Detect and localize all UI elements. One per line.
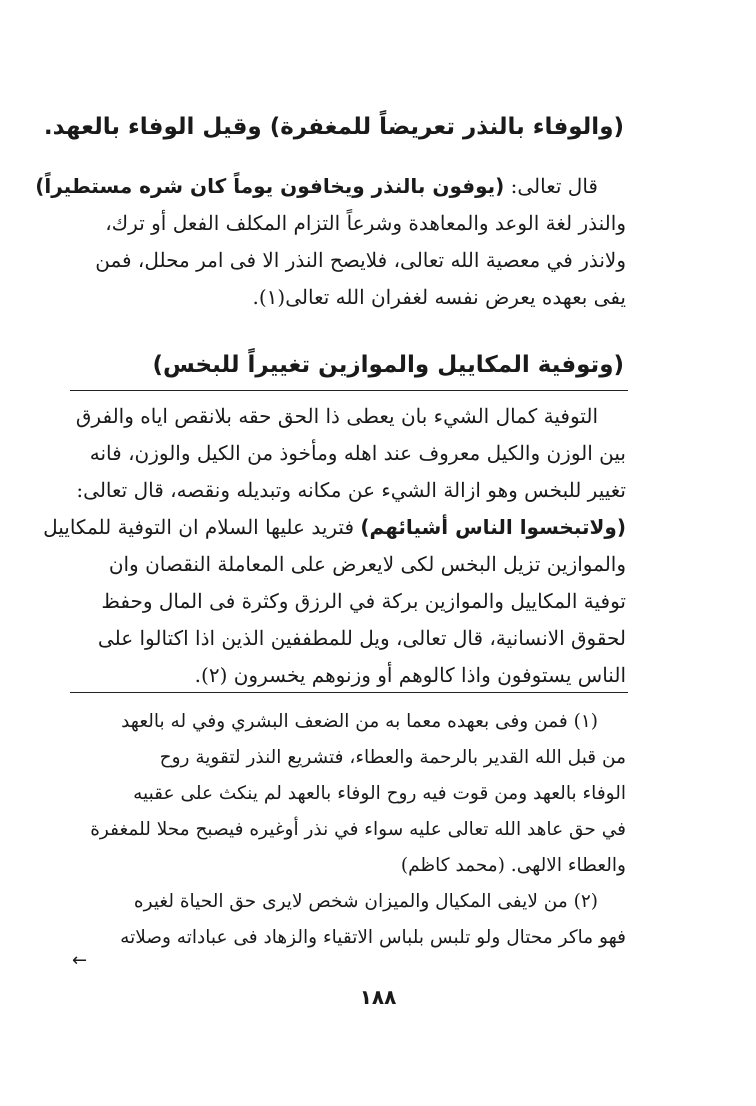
footnote-line: (١) فمن وفى بعهده معما به من الضعف البشري وفي له بالعهد [121,711,598,732]
text-run: يفى بعهده يعرض نفسه لغفران الله تعالى(١). [252,285,626,309]
section-paragraph-measures [43,398,626,694]
continuation-arrow-icon: ← [72,950,88,971]
text-run: التوفية كمال الشيء بان يعطى ذا الحق حقه بلانقص اياه والفرق [75,404,598,428]
quran-quote: (ولاتبخسوا الناس أشيائهم) [360,515,626,539]
footnote-line: الوفاء بالعهد ومن قوت فيه روح الوفاء بالعهد لم ينكث على عقبيه [133,783,626,804]
text-line [70,620,626,657]
page-number: ١٨٨ [359,985,397,1009]
text-run: والموازين تزيل البخس لكى لايعرض على المعاملة النقصان وان [108,552,626,576]
footnote-line: فهو ماكر محتال ولو تلبس بلباس الاتقياء والزهاد فى عباداته وصلاته [120,927,626,948]
text-line [70,435,626,472]
text-line [70,657,626,694]
text-run: الناس يستوفون واذا كالوهم أو وزنوهم يخسرون (٢). [194,663,626,687]
text-run: تغيير للبخس وهو ازالة الشيء عن مكانه وتبديله ونقصه، قال تعالى: [76,478,626,502]
text-line [70,472,626,509]
text-line [70,205,626,242]
footnote-2 [70,884,626,956]
text-line [70,279,626,316]
footnote-line: من قبل الله القدير بالرحمة والعطاء، فتشريع النذر لتقوية روح [159,747,626,768]
section-heading-vow: (والوفاء بالنذر تعريضاً للمغفرة) وقيل الوفاء بالعهد. [43,114,624,140]
text-run: توفية المكاييل والموازين بركة في الرزق وكثرة فى المال وحفظ [101,589,626,613]
text-line [70,398,626,435]
section-heading-measures: (وتوفية المكاييل والموازين تغييراً للبخس) [152,352,624,378]
text-line [70,583,626,620]
footnote-line: في حق عاهد الله تعالى عليه سواء في نذر أوغيره فيصبح محلا للمغفرة [90,819,626,840]
footnote-1 [70,704,626,884]
text-run: ولانذر في معصية الله تعالى، فلايصح النذر الا فى امر محلل، فمن [95,248,626,272]
quran-quote: (يوفون بالنذر ويخافون يوماً كان شره مستطيراً) [35,174,505,198]
text-run: بين الوزن والكيل معروف عند اهله ومأخوذ من الكيل والوزن، فانه [89,441,626,465]
text-line [70,242,626,279]
section-paragraph-vow [35,168,626,316]
text-line [35,168,626,205]
footnote-line: (٢) من لايفى المكيال والميزان شخص لايرى حق الحياة لغيره [133,891,598,912]
text-run: لحقوق الانسانية، قال تعالى، ويل للمطففين الذين اذا اكتالوا على [97,626,626,650]
footnote-separator [70,692,628,693]
text-line [70,546,626,583]
text-run: فتريد عليها السلام ان التوفية للمكاييل [43,515,361,539]
text-run: والنذر لغة الوعد والمعاهدة وشرعاً التزام المكلف الفعل أو ترك، [105,211,626,235]
text-run: قال تعالى: [504,174,598,198]
divider-rule [70,390,628,391]
text-line [43,509,626,546]
footnote-line: والعطاء الالهى. (محمد كاظم) [400,855,626,876]
